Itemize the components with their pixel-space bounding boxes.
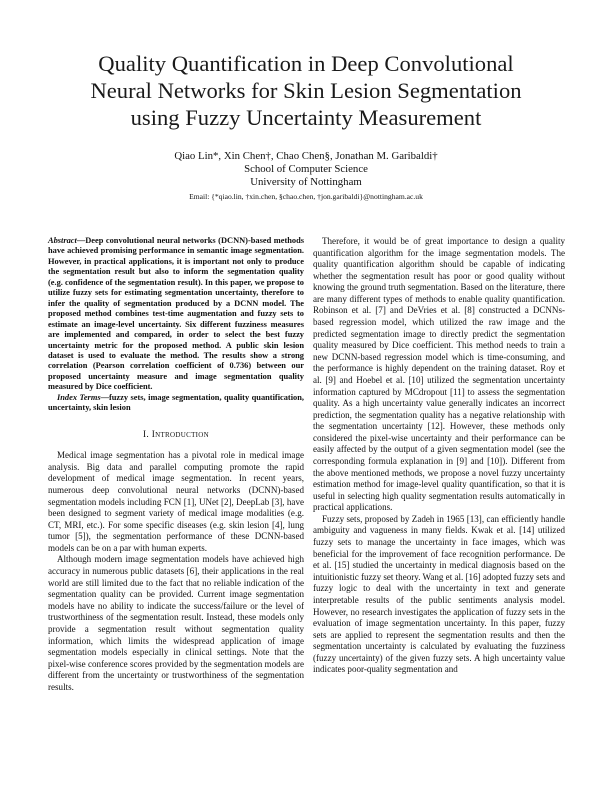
author-names: Qiao Lin*, Xin Chen†, Chao Chen§, Jonathan M. Garibaldi† xyxy=(174,150,438,162)
paper-title xyxy=(40,50,572,131)
title-line: using Fuzzy Uncertainty Measurement xyxy=(130,105,482,130)
body-paragraph: Therefore, it would be of great importance to design a quality quantification algorithm for the image segmentation models. The quality quantification algorithm should be capable of indicating whether the segmentation result has poor or good quality without knowing the ground truth segmentation. Based on the literature, there are many different types of methods to enable quality quantification. Robinson et al. [7] and DeVries et al. [8] constructed a DCNNs-based regression model, which utilized the raw image and the predicted segmentation image to directly predict the segmentation quality measured by Dice coefficient. This method needs to train a new DCNN-based regression model which is time-consuming, and the performance is highly dependent on the training dataset. Roy et al. [9] and Hoebel et al. [10] utilized the segmentation uncertainty information captured by MCdropout [11] to assess the segmentation quality. As a high uncertainty value generally indicates an incorrect prediction, the segmentation quality has a negative relationship with the segmentation uncertainty [12]. However, these methods only considered the pixel-wise uncertainty and their performance can be easily affected by the output of a given segmentation model (see the corresponding formula explanation in [9] and [10]). Different from the above mentioned methods, we propose a novel fuzzy uncertainty estimation method for image-level quality quantification, so that it is useful in selecting high quality segmentation results automatically in practical applications. xyxy=(313,236,565,513)
right-column xyxy=(313,236,565,676)
left-column xyxy=(48,236,304,693)
index-terms xyxy=(48,393,304,414)
body-paragraph: Although modern image segmentation models have achieved high accuracy in numerous public datasets [6], their applications in the real world are still limited due to the fact that no reliable indication of the segmentation quality can be provided. Current image segmentation models have no ability to indicate the success/failure or the level of trustworthiness of the segmentation result. Instead, these models only provide a segmentation result without segmentation quality information, which limits the widespread application of image segmentation models especially in clinical settings. Note that the pixel-wise conference scores provided by the segmentation models are different from the uncertainty or trustworthiness of the segmentation results. xyxy=(48,554,304,692)
author-email: Email: {*qiao.lin, †xin.chen, §chao.chen, †jon.garibaldi}@nottingham.ac.uk xyxy=(189,192,423,201)
index-terms-text: —fuzzy sets, image segmentation, quality quantification, uncertainty, skin lesion xyxy=(48,392,304,413)
abstract-label: Abstract xyxy=(48,236,77,245)
index-terms-label: Index Terms xyxy=(57,392,101,402)
author-block xyxy=(0,150,612,203)
abstract xyxy=(48,236,304,393)
body-paragraph: Fuzzy sets, proposed by Zadeh in 1965 [13], can efficiently handle ambiguity and vagueness in many fields. Kwak et al. [14] utilized fuzzy sets to manage the uncertainty in face images, which was beneficial for the improvement of face recognition performance. De et al. [15] studied the uncertainty in medical diagnosis based on the intuitionistic fuzzy set theory. Wang et al. [16] adopted fuzzy sets and fuzzy logic to deal with the uncertainty in text and generate interpretable results of the public sentiments analysis model. However, no research investigates the application of fuzzy sets in the evaluation of image segmentation uncertainty. In this paper, fuzzy sets are applied to represent the segmentation results and then the segmentation uncertainty is calculated by evaluating the fuzziness (fuzzy uncertainty) of the given fuzzy sets. A high uncertainty value indicates poor-quality segmentation and xyxy=(313,513,566,675)
section-heading: I. Introduction xyxy=(143,429,209,440)
title-line: Neural Networks for Skin Lesion Segmentation xyxy=(90,78,522,103)
abstract-text: —Deep convolutional neural networks (DCNN)-based methods have achieved promising performance in semantic image segmentation. However, in practical applications, it is important not only to produce the segmentation result but also to inform the segmentation quality (e.g. confidence of the segmentation result). In this paper, we propose to utilize fuzzy sets for estimating segmentation uncertainty, therefore to infer the quality of segmentation produced by a DCNN model. The proposed method combines test-time augmentation and fuzzy sets to estimate an image-level uncertainty. Six different fuzziness measures are implemented and compared, in order to select the best fuzzy uncertainty metric for the proposed method. A public skin lesion dataset is used to evaluate the method. The results show a strong correlation (Pearson correlation coefficient of 0.736) between our proposed uncertainty measure and image segmentation quality measured by Dice coefficient. xyxy=(48,236,304,392)
body-paragraph: Medical image segmentation has a pivotal role in medical image analysis. Big data and parallel computing promote the rapid development of medical image segmentation. In recent years, numerous deep convolutional neural networks (DCNN)-based segmentation models including FCN [1], UNet [2], DeepLab [3], have been designed to segment variety of medical image modalities (e.g. CT, MRI, etc.). For some specific diseases (e.g. skin lesion [4], lung tumor [5]), the segmentation performance of these DCNN-based models can be on a par with human experts. xyxy=(48,450,304,553)
author-school: School of Computer Science xyxy=(244,163,368,175)
author-university: University of Nottingham xyxy=(250,176,362,188)
title-line: Quality Quantification in Deep Convolutional xyxy=(98,51,514,76)
